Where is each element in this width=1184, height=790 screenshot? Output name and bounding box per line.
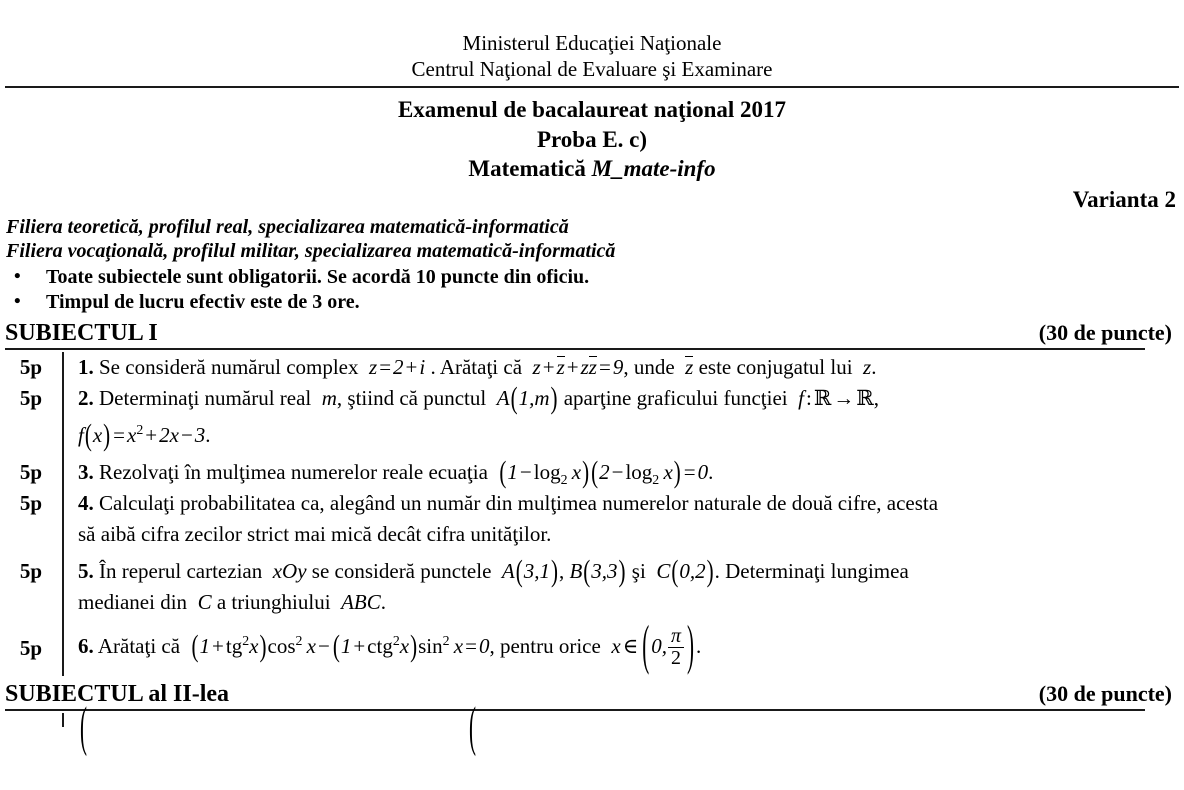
math-expression: z (685, 355, 694, 379)
math-expression: z+z+zz=9 (532, 355, 624, 379)
math-expression: B(3,3) (569, 553, 626, 589)
math-expression: $f(x) =x^2+2x-3$ (78, 417, 206, 453)
problem-text: . (708, 460, 714, 484)
problem-body: 5. În reperul cartezian xOy se consideră punctele A(3,1), B(3,3) şi C(0,2). Determinaţi lungimea medianei din C a triunghiului ABC. (62, 556, 1150, 618)
section-points: (30 de puncte) (1038, 680, 1172, 706)
problem-text: În reperul cartezian (99, 559, 263, 583)
table-row (0, 613, 1150, 677)
math-expression: ABC (341, 590, 381, 614)
problem-number: 2. (78, 386, 94, 410)
table-row (0, 553, 1150, 618)
table-row (0, 352, 1150, 383)
section-1-rule (5, 348, 1145, 350)
section-title: SUBIECTUL al II-lea (5, 680, 230, 707)
math-expression: z=2+i (369, 355, 426, 379)
problem-text: . Determinaţi lungimea (714, 559, 909, 583)
section-points: (30 de puncte) (1038, 320, 1172, 345)
problem-text: Rezolvaţi în mulţimea numerelor reale ecuaţia (99, 460, 488, 484)
exam-title-block (0, 95, 1184, 183)
section-header-subiect-2 (0, 680, 1184, 708)
instruction-item: • Timpul de lucru efectiv este de 3 ore. (0, 290, 1184, 315)
score-cell: 5p (19, 386, 43, 410)
math-expression: f:ℝ→ℝ (798, 386, 874, 410)
variant-label: Varianta 2 (1072, 187, 1176, 212)
instruction-item: • Toate subiectele sunt obligatorii. Se acordă 10 puncte din oficiu. (0, 265, 1184, 290)
math-expression: m (321, 386, 337, 410)
problem-text: , unde (623, 355, 675, 379)
header-divider-rule (5, 86, 1179, 88)
problem-text: . (205, 423, 211, 447)
problem-text: se consideră punctele (311, 559, 492, 583)
math-expression: x∈ (0, $\frac{\pi}{2}$ ) (611, 613, 694, 677)
problems-table-subiect-1 (0, 352, 1150, 676)
problem-text: Determinaţi numărul real (99, 386, 312, 410)
score-cell: 5p (19, 355, 43, 379)
problem-text: , pentru orice (489, 634, 601, 658)
problem-number: 5. (78, 559, 94, 583)
exam-subject (0, 154, 1184, 183)
score-cell: 5p (19, 559, 43, 583)
problems-table-subiect-2 (0, 694, 1150, 758)
problem-text: Se consideră numărul complex (99, 355, 359, 379)
exam-proba: Proba E. c) (536, 127, 648, 152)
problem-number: 3. (78, 460, 94, 484)
math-expression: z (863, 355, 872, 379)
table-row (0, 454, 1150, 490)
math-expression: $(1+tg^2x)\cos^2$ $x- (1+ctg^2x)\sin^2$ x=0 (191, 628, 490, 664)
score-cell: 5p (19, 491, 43, 515)
problem-text: Calculaţi probabilitatea ca, alegând un număr din mulţimea numerelor naturale de două cifre, acesta (99, 491, 939, 515)
problem-body (62, 488, 1150, 550)
score-cell: 5p (19, 460, 43, 484)
math-expression: C (197, 590, 212, 614)
problem-body (62, 380, 1150, 453)
problem-text: să aibă cifra zecilor strict mai mică decât cifra unităţilor. (78, 522, 552, 546)
problem-text: aparţine graficului funcţiei (563, 386, 788, 410)
problem-text: şi (631, 559, 646, 583)
problem-text: , (873, 386, 879, 410)
problem-number: 1. (78, 355, 94, 379)
ministry-line-2: Centrul Naţional de Evaluare şi Examinare (411, 57, 773, 81)
problem-text: , ştiind că punctul (336, 386, 487, 410)
math-expression: ($1-\log_2$ $x)(2-\log_2$ x) =0 (499, 454, 709, 490)
subject-code: M_mate-info (591, 156, 716, 181)
problem-text: . (380, 590, 386, 614)
problem-body (62, 352, 1150, 383)
section-title: SUBIECTUL I (5, 320, 158, 346)
math-expression: C(0,2) (656, 553, 714, 589)
subject-label: Matematică (468, 156, 586, 181)
problem-body (62, 613, 1150, 677)
problem-body (62, 454, 1150, 490)
problem-text: . (871, 355, 877, 379)
math-expression-clipped: ( ( (80, 694, 476, 758)
problem-number: 4. (78, 491, 94, 515)
math-expression: A(1,m) (496, 380, 558, 416)
row-spacer (0, 670, 1150, 676)
section-header-subiect-1 (0, 319, 1184, 347)
table-row (0, 488, 1150, 550)
instructions-list (0, 265, 1184, 315)
filiera-line-2: Filiera vocaţională, profilul militar, specializarea matematică-informatică (6, 240, 616, 262)
math-expression: xOy (272, 559, 307, 583)
exam-title: Examenul de bacalaureat naţional 2017 (397, 97, 787, 122)
problem-text: medianei din (78, 590, 188, 614)
problem-text: . (695, 634, 702, 658)
table-row (0, 380, 1150, 453)
section-2-rule (5, 709, 1145, 711)
problem-text: Arătaţi că (97, 634, 181, 658)
problem-text: este conjugatul lui (698, 355, 853, 379)
problem-text: a triunghiului (216, 590, 331, 614)
problem-text: . Arătaţi că (430, 355, 523, 379)
ministry-header (0, 0, 1184, 82)
ministry-line-1: Ministerul Educaţiei Naţionale (462, 31, 722, 55)
problem-number: 6. (78, 634, 94, 658)
math-expression: A(3,1) (501, 553, 558, 589)
table-row-clipped (0, 694, 1150, 758)
score-cell: 5p (19, 636, 43, 660)
filiera-line-1: Filiera teoretică, profilul real, specializarea matematică-informatică (6, 216, 569, 238)
